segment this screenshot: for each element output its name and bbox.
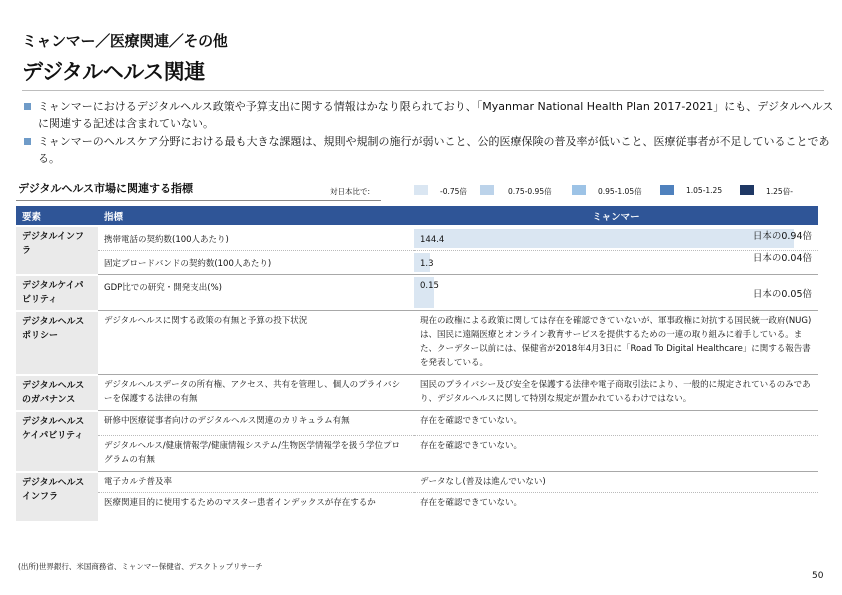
legend-item: 0.95-1.05倍 [598, 187, 642, 196]
category-cell: デジタルインフラ [16, 226, 98, 275]
value-cell: 存在を確認できていない。 [414, 411, 818, 436]
table-row [16, 436, 818, 472]
bullet-square-icon [24, 138, 31, 145]
table-row [16, 493, 818, 521]
header-indicator: 指標 [98, 206, 414, 226]
indicator-cell: 固定ブロードバンドの契約数(100人あたり) [98, 251, 414, 275]
legend-swatch [572, 185, 586, 195]
category-cell: デジタルケイパビリティ [16, 275, 98, 311]
category-cell: デジタルヘルスポリシー [16, 311, 98, 375]
comparison-text: 日本の0.94倍 [752, 231, 812, 242]
page-title: デジタルヘルス関連 [22, 60, 205, 84]
table-row [16, 472, 818, 493]
bullet-square-icon [24, 103, 31, 110]
category-cell: デジタルヘルスのガバナンス [16, 375, 98, 411]
value-bar [414, 229, 794, 248]
legend-swatch [660, 185, 674, 195]
header-element: 要素 [16, 206, 98, 226]
value-cell: 存在を確認できていない。 [414, 436, 818, 472]
legend-item: 1.25倍- [766, 187, 793, 196]
source-note: (出所)世界銀行、米国商務省、ミャンマー保健省、デスクトップリサーチ [18, 562, 263, 571]
table-row [16, 411, 818, 436]
section-title: デジタルヘルス市場に関連する指標 [18, 182, 194, 195]
value-text: 1.3 [420, 259, 434, 269]
bullet-text: ミャンマーのヘルスケア分野における最も大きな課題は、規則や規制の施行が弱いこと、公的医療保険の普及率が低いこと、医療従事者が不足していることである。 [38, 135, 830, 165]
indicator-table [16, 206, 818, 521]
breadcrumb: ミャンマー／医療関連／その他 [22, 32, 228, 50]
comparison-text: 日本の0.04倍 [752, 253, 812, 264]
value-cell: 存在を確認できていない。 [420, 498, 523, 508]
indicator-cell: 携帯電話の契約数(100人あたり) [98, 226, 414, 251]
value-text: 144.4 [420, 235, 445, 245]
legend-swatch [414, 185, 428, 195]
value-cell: 国民のプライバシー及び安全を保護する法律や電子商取引法により、一般的に規定されているのみであり、デジタルヘルスに関して特別な規定が置かれているわけではない。 [414, 375, 818, 411]
table-row [16, 311, 818, 375]
value-cell [414, 226, 818, 251]
legend-label: 対日本比で: [330, 187, 371, 196]
header-country: ミャンマー [414, 206, 818, 226]
title-divider [22, 90, 824, 91]
indicator-cell: デジタルヘルスデータの所有権、アクセス、共有を管理し、個人のプライバシーを保護する法律の有無 [98, 375, 414, 411]
category-cell: デジタルヘルスケイパビリティ [16, 411, 98, 472]
value-text: 0.15 [420, 281, 439, 291]
indicator-cell: 医療関連目的に使用するためのマスター患者インデックスが存在するか [104, 498, 376, 508]
indicator-cell: GDP比での研究・開発支出(%) [98, 275, 414, 311]
bullet-item [22, 133, 834, 167]
comparison-text: 日本の0.05倍 [752, 289, 812, 300]
table-row [16, 375, 818, 411]
value-cell: データなし(普及は進んでいない) [414, 472, 818, 493]
indicator-cell: 電子カルテ普及率 [98, 472, 414, 493]
indicator-cell: 研修中医療従事者向けのデジタルヘルス関連のカリキュラム有無 [98, 411, 414, 436]
table-row [16, 275, 818, 311]
value-cell [414, 275, 818, 311]
legend-item: 0.75-0.95倍 [508, 187, 552, 196]
section-divider [16, 200, 381, 201]
legend-swatch [480, 185, 494, 195]
value-cell [414, 251, 818, 275]
bullet-text: ミャンマーにおけるデジタルヘルス政策や予算支出に関する情報はかなり限られており、「Myanmar National Health Plan 2017-2021」にも、デジタルヘルスに関連する記述は含まれていない。 [38, 100, 834, 130]
page-number: 50 [812, 571, 824, 581]
legend-item: -0.75倍 [440, 187, 467, 196]
table-row [16, 226, 818, 251]
table-header-row [16, 206, 818, 226]
legend-item: 1.05-1.25 [686, 186, 723, 195]
indicator-cell: デジタルヘルス/健康情報学/健康情報システム/生物医学情報学を扱う学位プログラムの有無 [98, 436, 414, 472]
legend-swatch [740, 185, 754, 195]
table-row [16, 251, 818, 275]
indicator-cell: デジタルヘルスに関する政策の有無と予算の投下状況 [98, 311, 414, 375]
summary-bullets [22, 98, 834, 168]
category-cell: デジタルヘルスインフラ [16, 472, 98, 521]
value-cell: 現在の政権による政策に関しては存在を確認できていないが、軍事政権に対抗する国民統一政府(NUG)は、国民に遠隔医療とオンライン教育サービスを提供するための一連の取り組みに着手している。また、クーデター以前には、保健省が2018年4月3日に「Road To Digital Healthcare」に関する報告書を発表している。 [414, 311, 818, 375]
bullet-item [22, 98, 834, 132]
